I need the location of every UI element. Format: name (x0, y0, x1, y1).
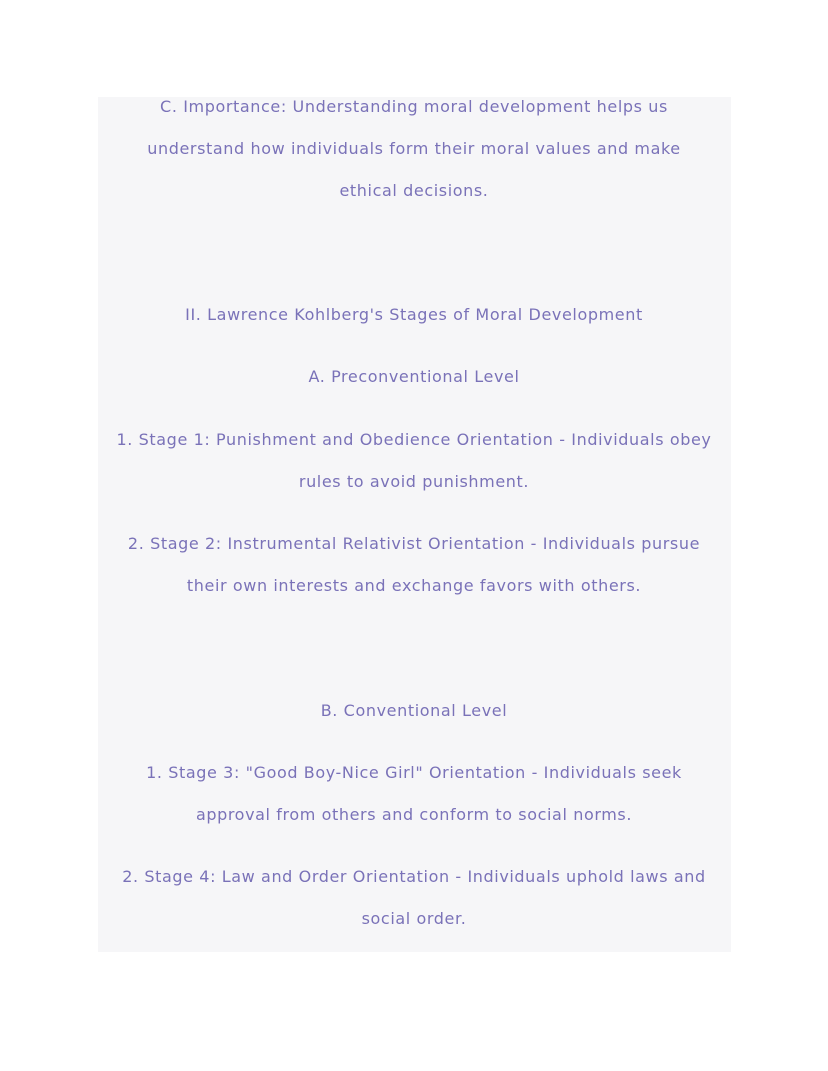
stage-1-line-2: rules to avoid punishment. (298, 472, 530, 491)
stage-2-line-2: their own interests and exchange favors with others. (186, 576, 642, 595)
stage-2-line-1: 2. Stage 2: Instrumental Relativist Orientation - Individuals pursue (127, 534, 701, 553)
stage-3-line-2: approval from others and conform to social norms. (195, 805, 633, 824)
importance-line-3: ethical decisions. (339, 181, 489, 200)
importance-line-2: understand how individuals form their moral values and make (147, 139, 681, 158)
stage-3-line-1: 1. Stage 3: "Good Boy-Nice Girl" Orientation - Individuals seek (146, 763, 682, 782)
stage-4-line-2: social order. (361, 909, 467, 928)
conventional-heading: B. Conventional Level (320, 701, 508, 720)
preconventional-heading: A. Preconventional Level (308, 367, 520, 386)
stage-1-line-1: 1. Stage 1: Punishment and Obedience Orientation - Individuals obey (116, 430, 712, 449)
section-heading: II. Lawrence Kohlberg's Stages of Moral Development (185, 305, 643, 324)
importance-line-1: C. Importance: Understanding moral development helps us (160, 97, 668, 116)
stage-4-line-1: 2. Stage 4: Law and Order Orientation - Individuals uphold laws and (122, 867, 706, 886)
